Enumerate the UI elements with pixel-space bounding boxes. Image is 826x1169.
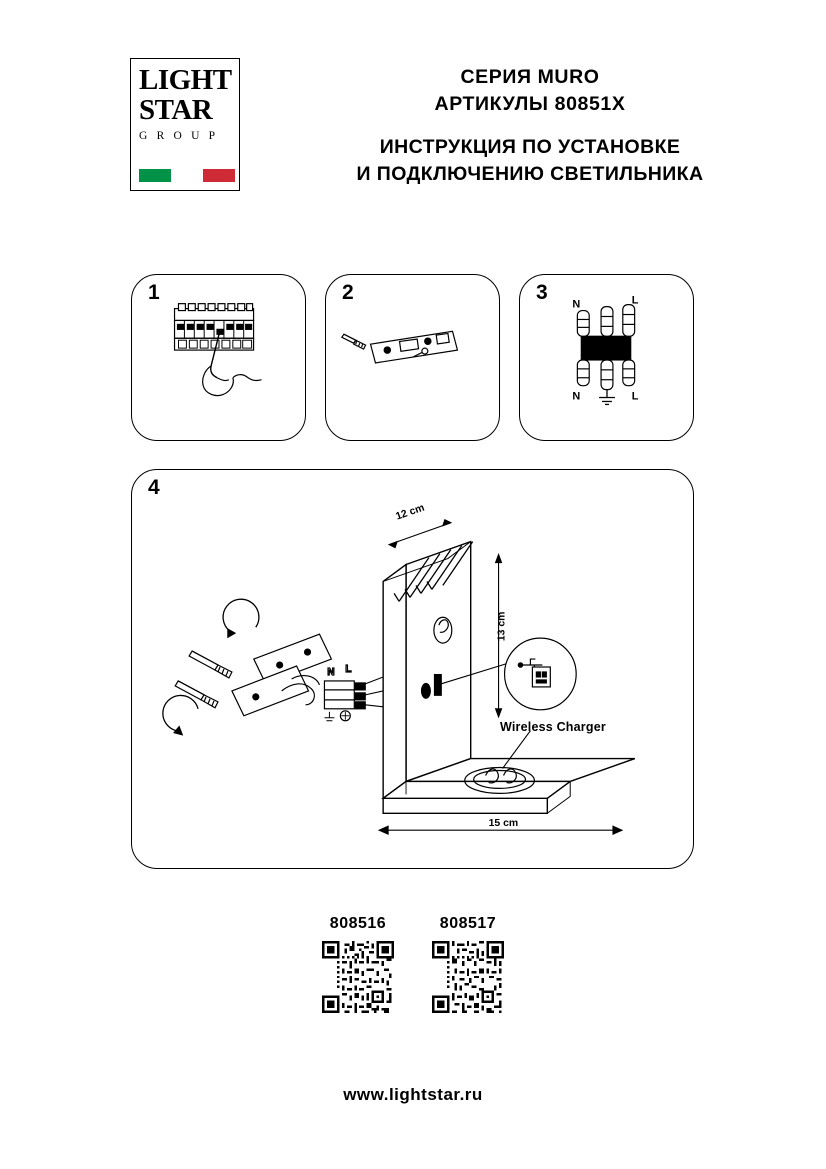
usb-port [434,674,442,696]
flag-stripe-white [171,169,203,182]
logo-wordmark [139,65,235,142]
qr-808517[interactable] [432,941,504,1013]
qr-block-808516 [315,915,401,1018]
flag-stripe-red [203,169,235,182]
qr-808516[interactable] [322,941,394,1013]
step-4-illustration [132,470,693,868]
qr-block-808517 [425,915,511,1018]
step-3-number: 3 [536,281,548,304]
wireless-charger-label: Wireless Charger [500,720,606,734]
dim-width-label: 12 cm [394,502,427,523]
logo-line-light: LIGHT [139,64,232,96]
step4-label-n: N [327,666,335,678]
dim-height-label: 13 cm [496,611,508,642]
article-title: АРТИКУЛЫ 80851X [434,93,626,115]
step-1-number: 1 [148,281,160,304]
step-2-number: 2 [342,281,354,304]
step3-label-l-bottom: L [631,390,639,403]
logo-line-star: STAR [139,94,213,126]
step3-label-l-top: L [631,294,639,307]
qr-section [0,915,826,1025]
step-2-illustration [326,275,499,440]
title-block [250,64,810,188]
italian-flag-icon [139,169,235,182]
instruction-title-line1: ИНСТРУКЦИЯ ПО УСТАНОВКЕ [379,136,681,158]
step-4-number: 4 [148,476,160,499]
step-1-panel [131,274,306,441]
qr-label-808517: 808517 [439,915,497,932]
lightstar-logo [130,58,240,191]
lamp-button-icon [421,683,431,699]
step4-label-l: L [345,663,352,675]
qr-label-808516: 808516 [329,915,387,932]
step3-label-n-top: N [572,298,581,311]
mounting-parts [163,599,383,734]
dim-width [389,520,451,548]
footer-website[interactable]: www.lightstar.ru [343,1085,483,1104]
instruction-title-line2: И ПОДКЛЮЧЕНИЮ СВЕТИЛЬНИКА [356,163,704,185]
step3-label-n-bottom: N [572,390,581,403]
logo-line-group: G R O U P [139,130,219,142]
step-3-illustration [520,275,693,440]
header [0,58,826,203]
series-title: СЕРИЯ MURO [460,66,600,88]
step-1-illustration [132,275,305,440]
step-2-panel [325,274,500,441]
dim-depth-label: 15 cm [488,818,519,830]
step-3-panel [519,274,694,441]
step-4-panel [131,469,694,869]
flag-stripe-green [139,169,171,182]
